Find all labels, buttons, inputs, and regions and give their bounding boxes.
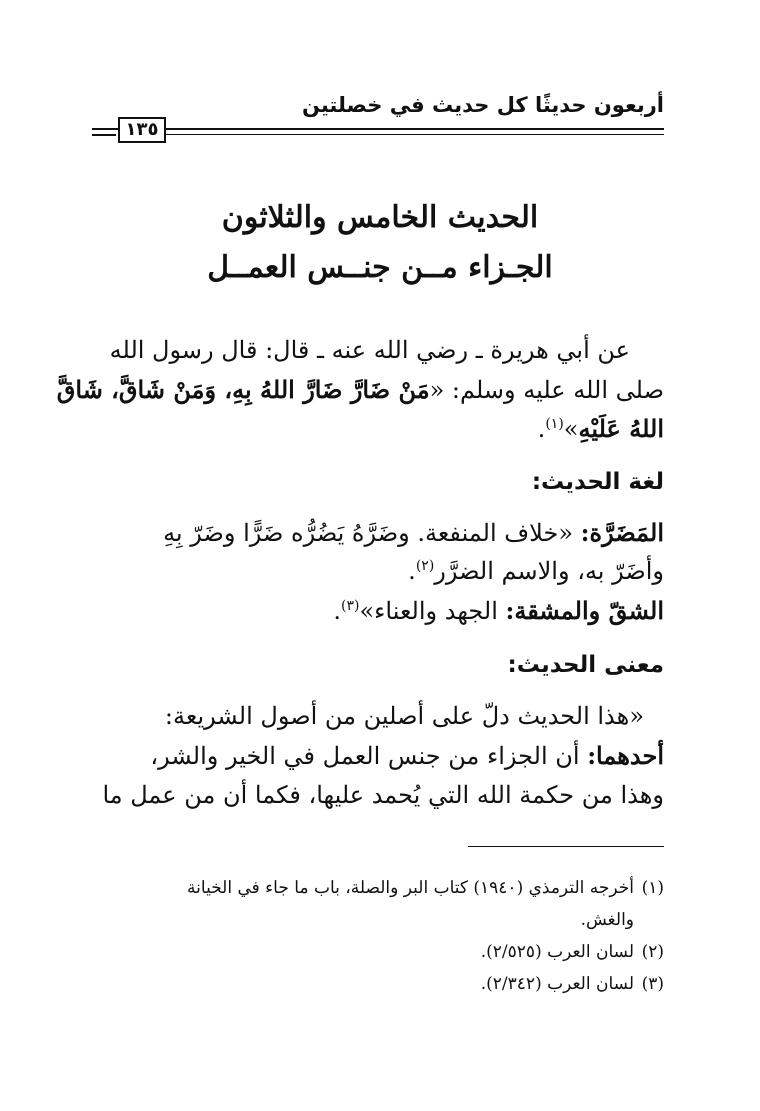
header-rule-left [92, 128, 116, 130]
maana-line-1: «هذا الحديث دلّ على أصلين من أصول الشريعة: [164, 702, 644, 730]
footnote-ref-2[interactable]: (٢) [415, 558, 435, 574]
hadith-line-3: اللهُ عَلَيْهِ»$^{(١)}$. [537, 414, 664, 443]
footnote-1: (١)أخرجه الترمذي (١٩٤٠) كتاب البر والصلة، باب ما جاء في الخيانة [187, 878, 664, 898]
header-rule-left-lower [92, 134, 116, 136]
section-heading-maana: معنى الحديث: [507, 652, 664, 678]
lugha-line-2: وأضَرّ به، والاسم الضرَّر$^{(٢)}$. [408, 557, 664, 585]
hadith-line-1: عن أبي هريرة ـ رضي الله عنه ـ قال: قال رسول الله [109, 336, 630, 364]
footnote-ref-1[interactable]: (١) [545, 416, 564, 432]
hadith-line-2: صلى الله عليه وسلم: «مَنْ ضَارَّ ضَارَّ اللهُ بِهِ، وَمَنْ شَاقَّ، شَاقَّ [56, 375, 664, 404]
header-rule-thin [162, 134, 664, 135]
lugha-line-1: المَضَرَّة: «خلاف المنفعة. وضَرَّهُ يَضُرُّه ضَرًّا وضَرّ بِهِ [163, 518, 664, 547]
footnote-rule [468, 846, 664, 847]
section-heading-lugha: لغة الحديث: [531, 469, 664, 495]
chapter-subtitle: الجـزاء مــن جنــس العمــل [207, 250, 553, 285]
maana-line-2: أحدهما: أن الجزاء من جنس العمل في الخير والشر، [150, 741, 664, 770]
running-title: أربعون حديثًا كل حديث في خصلتين [301, 93, 664, 117]
footnote-ref-3[interactable]: (٣) [340, 598, 360, 614]
footnote-3: (٣)لسان العرب (٢/٣٤٢). [480, 974, 664, 994]
header-rule [98, 128, 664, 130]
footnote-1-continuation: والغش. [580, 910, 634, 930]
footnote-2: (٢)لسان العرب (٢/٥٢٥). [480, 942, 664, 962]
maana-line-3: وهذا من حكمة الله التي يُحمد عليها، فكما أن من عمل ما [102, 781, 664, 809]
lugha-line-3: الشقّ والمشقة: الجهد والعناء»$^{(٣)}$. [333, 596, 664, 625]
chapter-title: الحديث الخامس والثلاثون [221, 200, 539, 235]
page-number: ١٣٥ [118, 117, 166, 143]
